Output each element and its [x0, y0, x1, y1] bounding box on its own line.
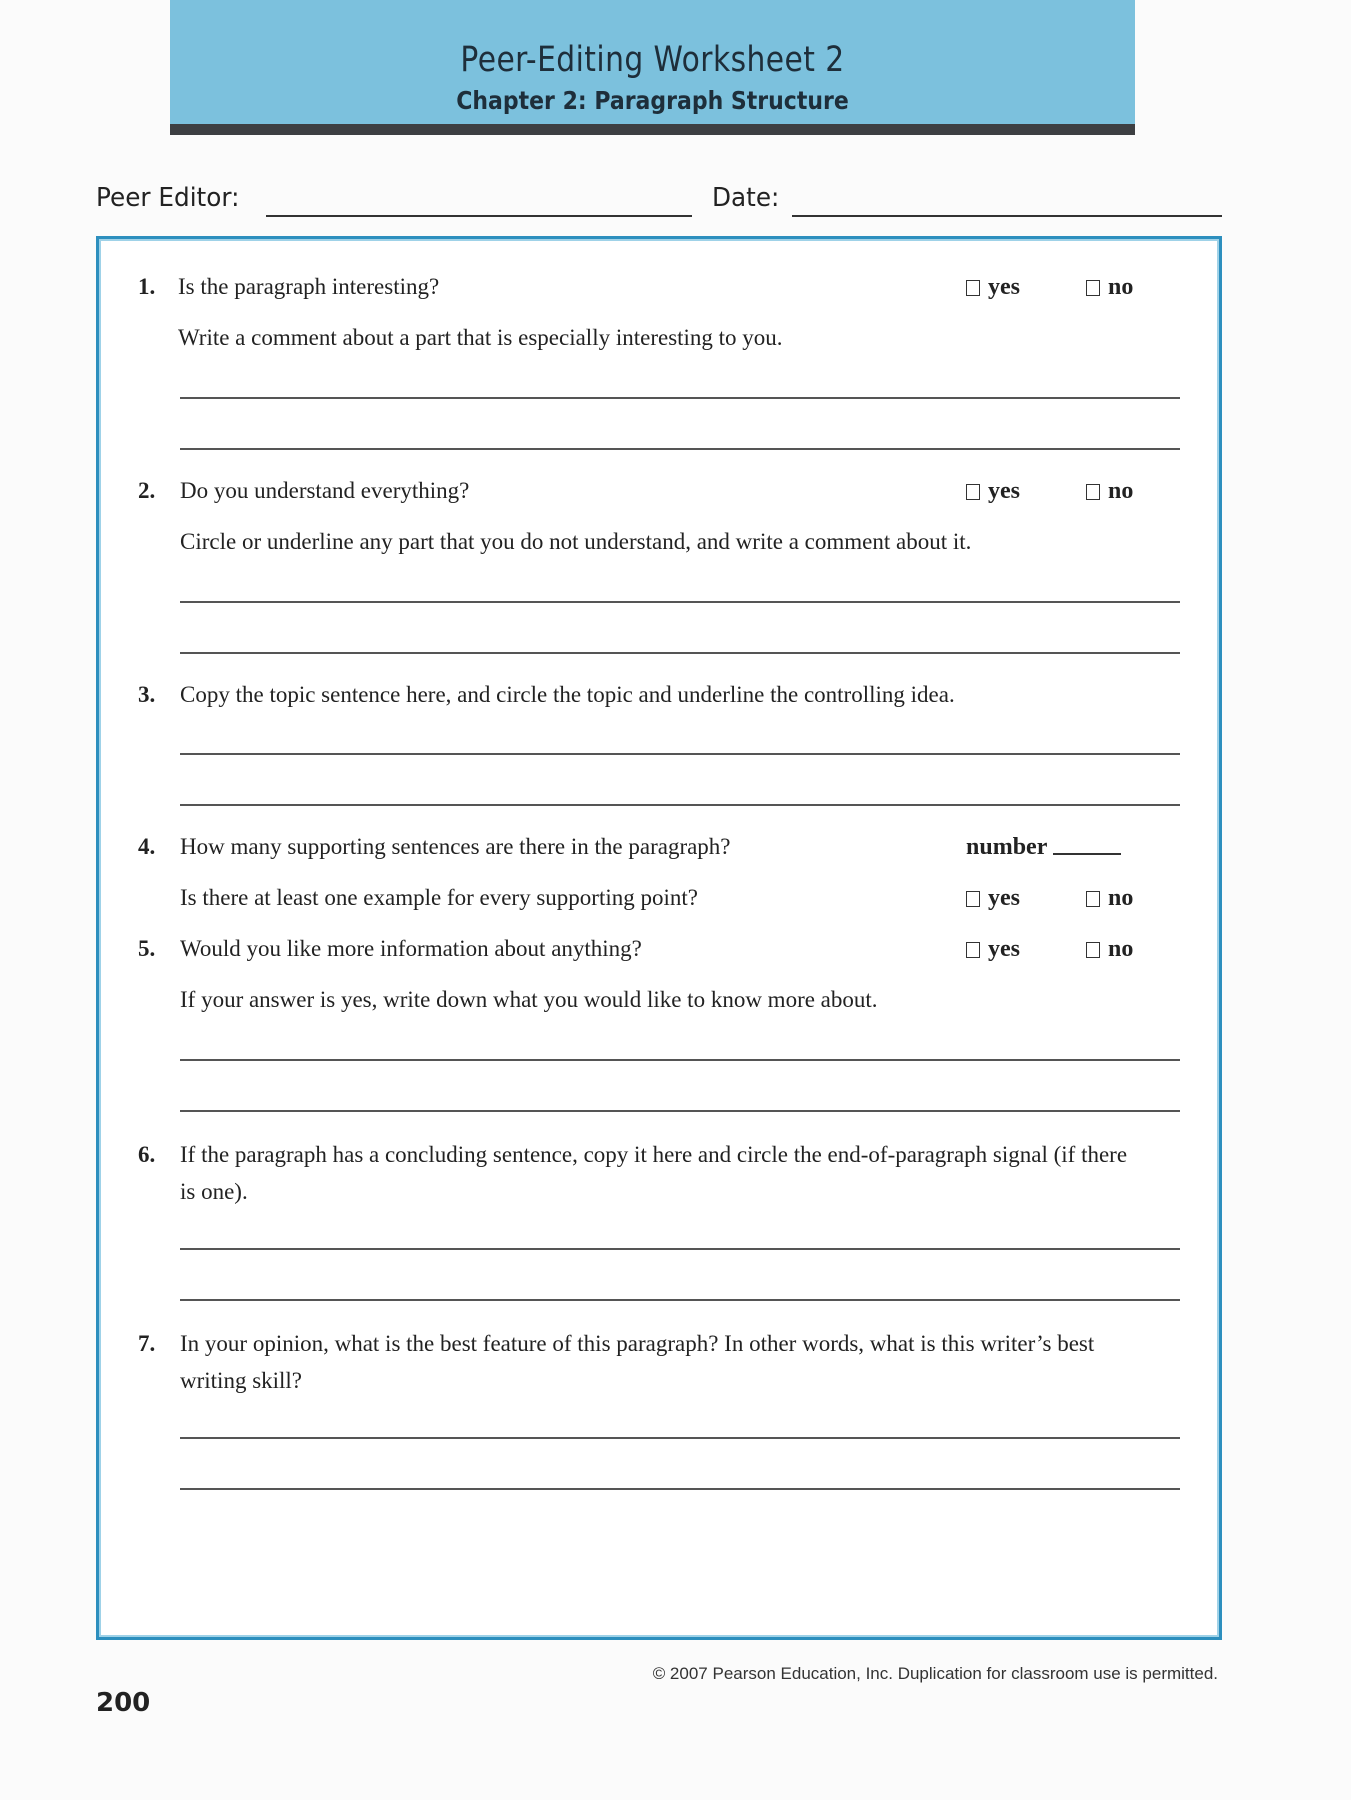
- no-checkbox[interactable]: [1086, 885, 1133, 912]
- question-text: In your opinion, what is the best feature of this paragraph? In other words, what is this writer’s best writing skill?: [180, 1331, 1095, 1393]
- checkbox-icon: [966, 280, 980, 296]
- answer-line[interactable]: [180, 652, 1180, 654]
- answer-line[interactable]: [180, 1299, 1180, 1301]
- yes-checkbox[interactable]: [966, 936, 1020, 963]
- checkbox-icon: [966, 891, 980, 907]
- question-number: 3.: [138, 682, 156, 707]
- answer-line[interactable]: [180, 1248, 1180, 1250]
- no-label: no: [1108, 274, 1134, 300]
- question-followup: Is there at least one example for every supporting point?: [180, 885, 698, 910]
- yes-checkbox[interactable]: [966, 478, 1020, 505]
- question-text: Would you like more information about anything?: [180, 936, 642, 961]
- no-checkbox[interactable]: [1086, 478, 1133, 505]
- question-number: 7.: [138, 1331, 156, 1356]
- answer-line[interactable]: [180, 601, 1180, 603]
- yes-label: yes: [988, 274, 1020, 300]
- question-number: 4.: [138, 834, 156, 859]
- answer-line[interactable]: [180, 1437, 1180, 1439]
- meta-row: [96, 183, 1222, 223]
- worksheet-subtitle: Chapter 2: Paragraph Structure: [456, 86, 849, 115]
- question-text: Do you understand everything?: [180, 478, 470, 503]
- checkbox-icon: [1086, 891, 1100, 907]
- no-checkbox[interactable]: [1086, 936, 1133, 963]
- question-number: 1.: [138, 274, 156, 299]
- no-checkbox[interactable]: [1086, 274, 1133, 301]
- yes-label: yes: [988, 936, 1020, 962]
- peer-editor-field[interactable]: [266, 215, 692, 217]
- answer-line[interactable]: [180, 804, 1180, 806]
- page-number: 200: [96, 1688, 151, 1718]
- no-label: no: [1108, 885, 1134, 911]
- question-followup: Write a comment about a part that is especially interesting to you.: [178, 325, 783, 350]
- number-label: number: [966, 834, 1048, 860]
- copyright-notice: © 2007 Pearson Education, Inc. Duplication for classroom use is permitted.: [652, 1664, 1218, 1683]
- yes-checkbox[interactable]: [966, 274, 1020, 301]
- question-followup: If your answer is yes, write down what you would like to know more about.: [180, 987, 878, 1012]
- question-text: How many supporting sentences are there in the paragraph?: [180, 834, 731, 859]
- yes-label: yes: [988, 478, 1020, 504]
- question-text: Is the paragraph interesting?: [178, 274, 440, 299]
- peer-editor-label: Peer Editor:: [96, 183, 240, 213]
- checkbox-icon: [966, 484, 980, 500]
- answer-line[interactable]: [180, 1059, 1180, 1061]
- question-number: 2.: [138, 478, 156, 503]
- date-label: Date:: [712, 183, 780, 213]
- date-field[interactable]: [792, 215, 1222, 217]
- question-text: If the paragraph has a concluding sentence, copy it here and circle the end-of-paragraph signal (if there is one).: [180, 1142, 1128, 1204]
- checkbox-icon: [1086, 280, 1100, 296]
- answer-line[interactable]: [180, 448, 1180, 450]
- worksheet-title: Peer-Editing Worksheet 2: [460, 40, 845, 80]
- yes-checkbox[interactable]: [966, 885, 1020, 912]
- header-rule: [170, 124, 1135, 135]
- answer-line[interactable]: [180, 397, 1180, 399]
- question-followup: Circle or underline any part that you do not understand, and write a comment about it.: [180, 529, 972, 554]
- question-number: 5.: [138, 936, 156, 961]
- answer-line[interactable]: [180, 1110, 1180, 1112]
- no-label: no: [1108, 478, 1134, 504]
- checkbox-icon: [1086, 484, 1100, 500]
- number-field[interactable]: [966, 834, 1121, 861]
- question-text: Copy the topic sentence here, and circle the topic and underline the controlling idea.: [180, 682, 955, 707]
- yes-label: yes: [988, 885, 1020, 911]
- checkbox-icon: [1086, 942, 1100, 958]
- number-blank[interactable]: [1053, 853, 1121, 855]
- answer-line[interactable]: [180, 1488, 1180, 1490]
- checkbox-icon: [966, 942, 980, 958]
- answer-line[interactable]: [180, 753, 1180, 755]
- question-number: 6.: [138, 1142, 156, 1167]
- no-label: no: [1108, 936, 1134, 962]
